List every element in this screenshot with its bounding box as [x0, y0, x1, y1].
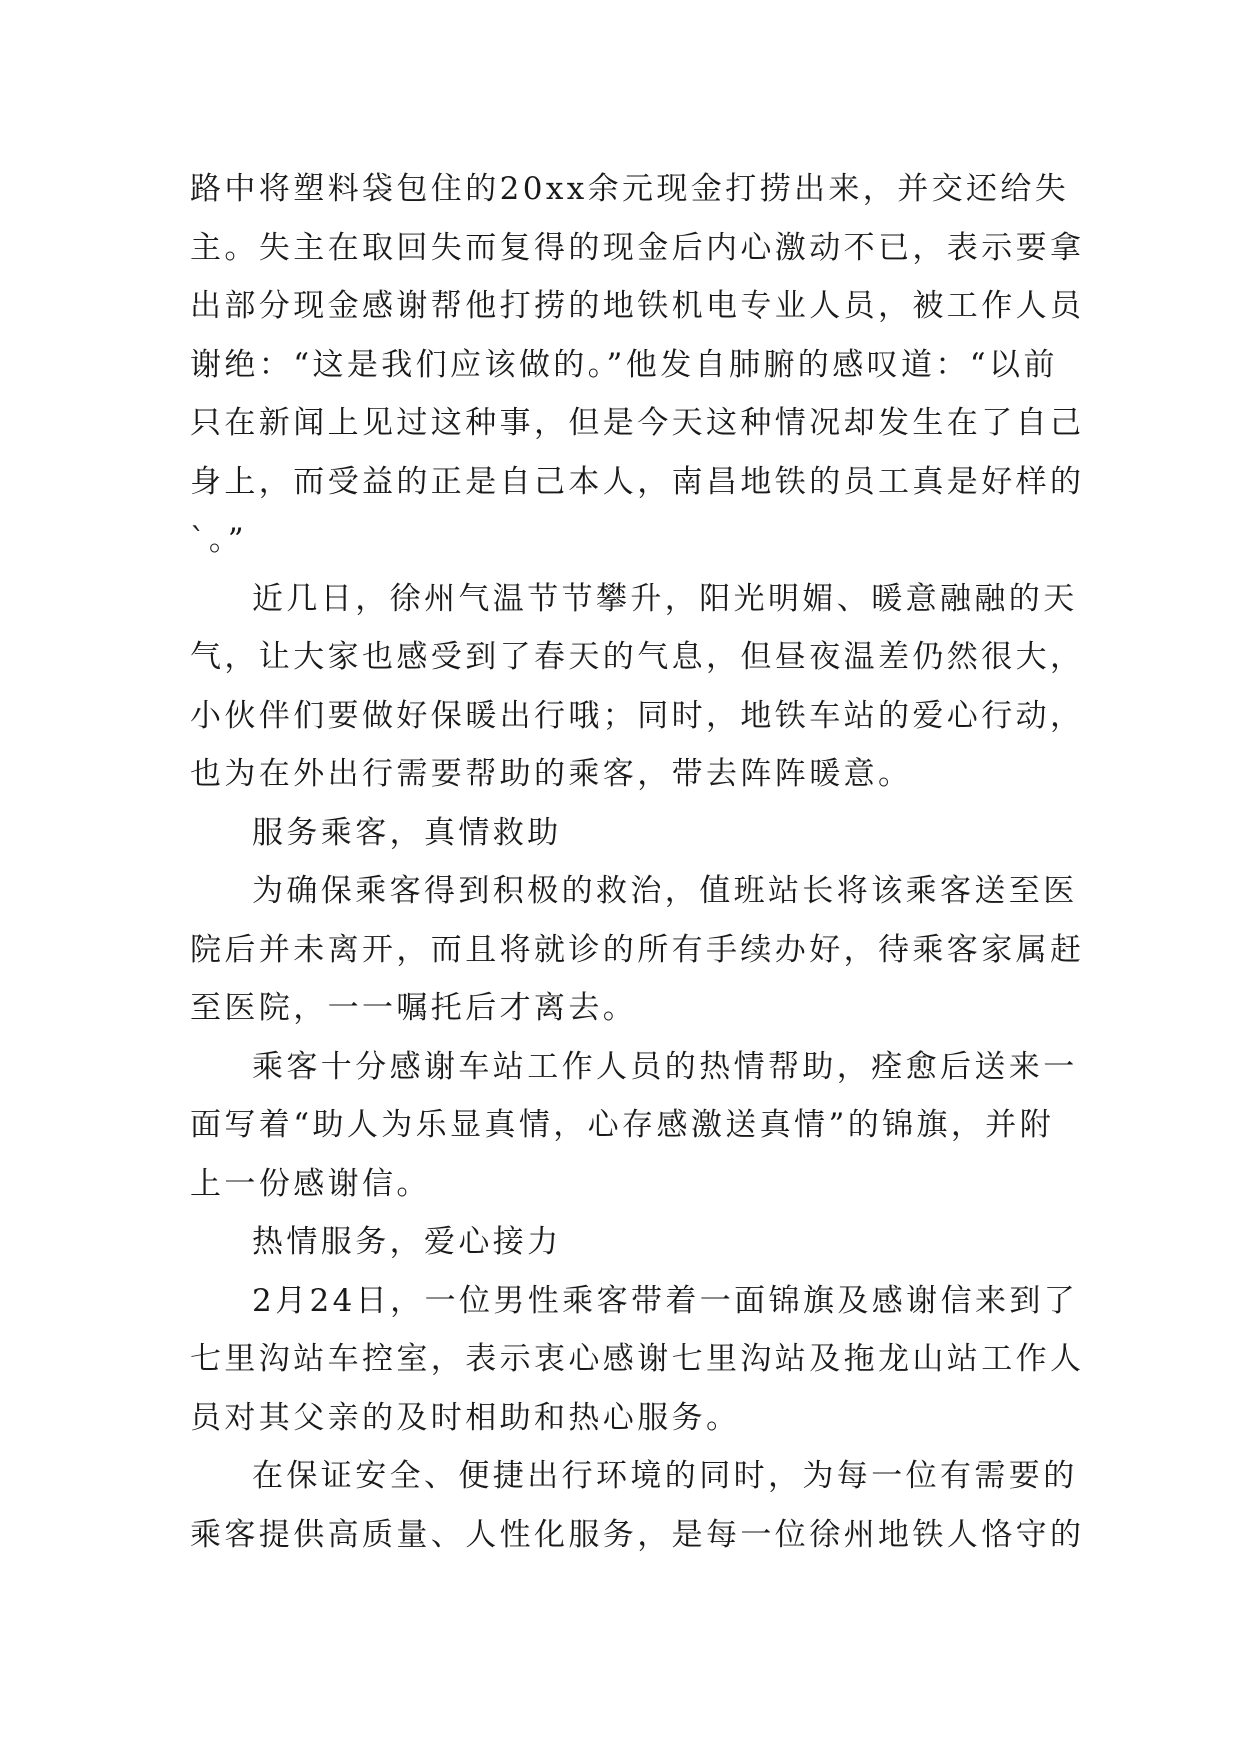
text-line: 身上，而受益的正是自己本人，南昌地铁的员工真是好样的	[190, 463, 1085, 500]
text-line: 七里沟站车控室，表示衷心感谢七里沟站及拖龙山站工作人	[190, 1341, 1085, 1377]
text-line: 只在新闻上见过这种事，但是今天这种情况却发生在了自己	[190, 405, 1085, 441]
text-line: 路中将塑料袋包住的20xx余元现金打捞出来，并交还给失	[190, 171, 1070, 207]
text-line: 主。失主在取回失而复得的现金后内心激动不已，表示要拿	[190, 229, 1085, 266]
text-line: 面写着“助人为乐显真情，心存感激送真情”的锦旗，并附	[190, 1107, 1055, 1143]
document-body	[190, 160, 1085, 1564]
text-line: 上一份感谢信。	[190, 1165, 431, 1202]
text-line: 院后并未离开，而且将就诊的所有手续办好，待乘客家属赶	[190, 931, 1085, 968]
text-line: 2月24日，一位男性乘客带着一面锦旗及感谢信来到了	[252, 1282, 1079, 1319]
text-line: 乘客十分感谢车站工作人员的热情帮助，痊愈后送来一	[252, 1048, 1078, 1085]
text-line: 为确保乘客得到积极的救治，值班站长将该乘客送至医	[252, 873, 1078, 909]
text-line: 小伙伴们要做好保暖出行哦；同时，地铁车站的爱心行动，	[190, 697, 1085, 734]
text-line: 近几日，徐州气温节节攀升，阳光明媚、暖意融融的天	[252, 580, 1078, 617]
text-line: 气，让大家也感受到了春天的气息，但昼夜温差仍然很大，	[190, 639, 1085, 675]
text-line: 至医院，一一嘱托后才离去。	[190, 990, 638, 1026]
text-line: 员对其父亲的及时相助和热心服务。	[190, 1399, 741, 1436]
text-line: `。”	[190, 522, 248, 558]
text-line: 热情服务，爱心接力	[252, 1224, 562, 1260]
text-line: 乘客提供高质量、人性化服务，是每一位徐州地铁人恪守的	[190, 1516, 1085, 1553]
text-line: 在保证安全、便捷出行环境的同时，为每一位有需要的	[252, 1458, 1078, 1494]
text-line: 服务乘客，真情救助	[252, 814, 562, 851]
text-line: 谢绝：“这是我们应该做的。”他发自肺腑的感叹道：“以前	[190, 346, 1058, 383]
text-line: 也为在外出行需要帮助的乘客，带去阵阵暖意。	[190, 756, 913, 792]
text-line: 出部分现金感谢帮他打捞的地铁机电专业人员，被工作人员	[190, 288, 1085, 324]
